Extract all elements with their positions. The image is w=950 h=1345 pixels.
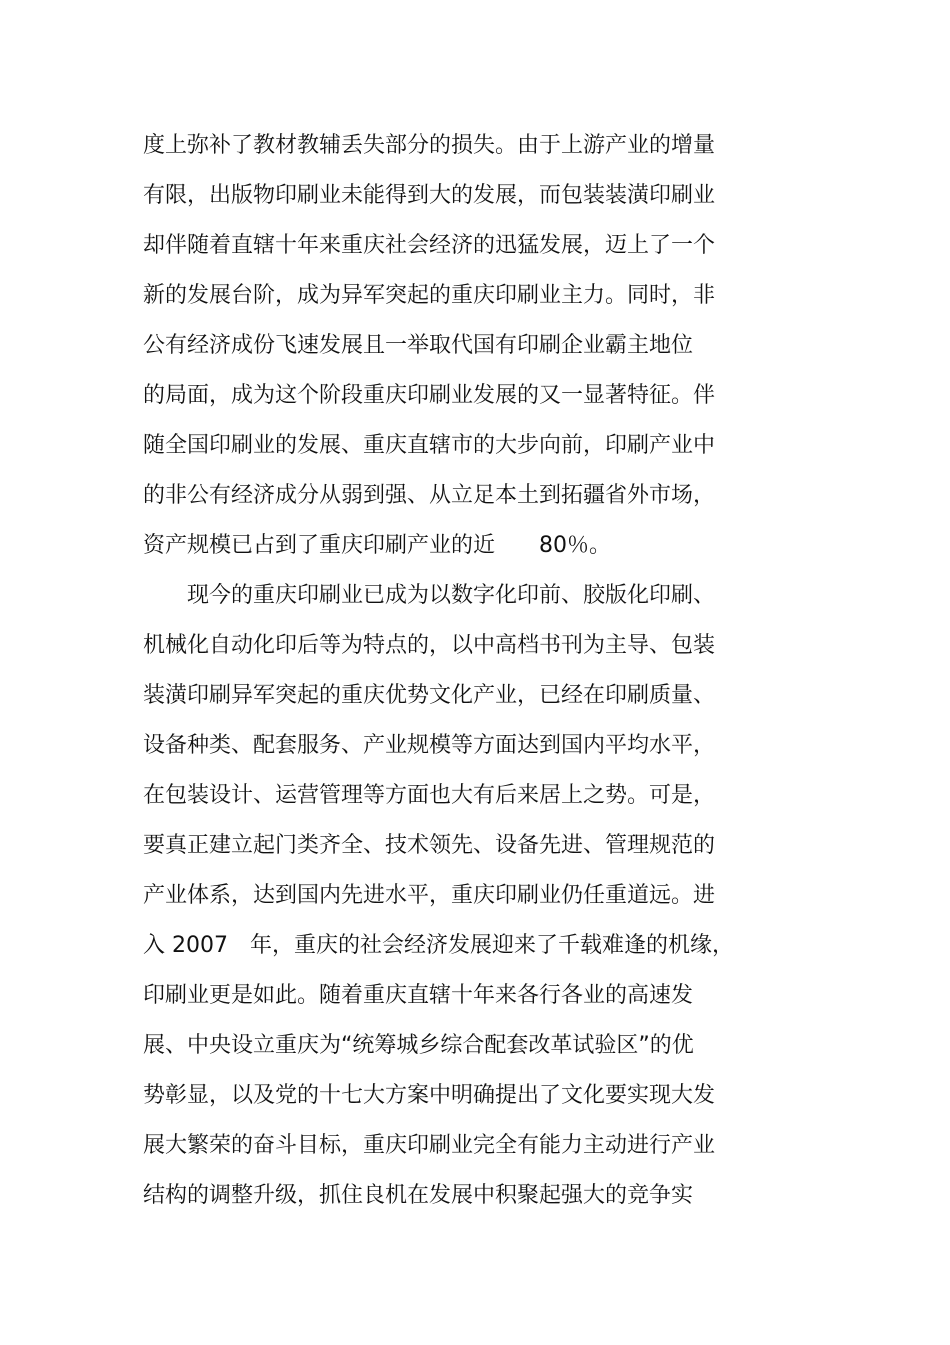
text-line: 展、中央设立重庆为“统筹城乡综合配套改革试验区”的优 xyxy=(143,1033,694,1058)
text-line: 印刷业更是如此。随着重庆直辖十年来各行各业的高速发 xyxy=(143,983,694,1008)
text-line: 资产规模已占到了重庆印刷产业的近 80％。 xyxy=(143,533,611,558)
text-line: 度上弥补了教材教辅丢失部分的损失。由于上游产业的增量 xyxy=(143,133,716,158)
text-line: 装潢印刷异军突起的重庆优势文化产业，已经在印刷质量、 xyxy=(143,683,716,708)
text-line: 势彰显，以及党的十七大方案中明确提出了文化要实现大发 xyxy=(143,1083,716,1108)
text-line: 新的发展台阶，成为异军突起的重庆印刷业主力。同时，非 xyxy=(143,283,716,308)
text-line: 公有经济成份飞速发展且一举取代国有印刷企业霸主地位 xyxy=(143,333,694,358)
text-line: 展大繁荣的奋斗目标，重庆印刷业完全有能力主动进行产业 xyxy=(143,1133,716,1158)
text-line: 的局面，成为这个阶段重庆印刷业发展的又一显著特征。伴 xyxy=(143,383,716,408)
text-line: 要真正建立起门类齐全、技术领先、设备先进、管理规范的 xyxy=(143,833,716,858)
paragraph-start-line: 现今的重庆印刷业已成为以数字化印前、胶版化印刷、 xyxy=(143,583,716,608)
text-line: 结构的调整升级，抓住良机在发展中积聚起强大的竞争实 xyxy=(143,1183,694,1208)
text-line: 机械化自动化印后等为特点的，以中高档书刊为主导、包装 xyxy=(143,633,716,658)
text-line: 有限，出版物印刷业未能得到大的发展，而包装装潢印刷业 xyxy=(143,183,716,208)
text-line: 却伴随着直辖十年来重庆社会经济的迅猛发展，迈上了一个 xyxy=(143,233,716,258)
body-text xyxy=(143,126,743,1226)
text-line: 随全国印刷业的发展、重庆直辖市的大步向前，印刷产业中 xyxy=(143,433,716,458)
text-line: 入 2007 年，重庆的社会经济发展迎来了千载难逢的机缘， xyxy=(143,933,734,958)
text-line: 在包装设计、运营管理等方面也大有后来居上之势。可是， xyxy=(143,783,716,808)
text-line: 设备种类、配套服务、产业规模等方面达到国内平均水平， xyxy=(143,733,716,758)
text-line: 的非公有经济成分从弱到强、从立足本土到拓疆省外市场， xyxy=(143,483,716,508)
text-line: 产业体系，达到国内先进水平，重庆印刷业仍任重道远。进 xyxy=(143,883,716,908)
